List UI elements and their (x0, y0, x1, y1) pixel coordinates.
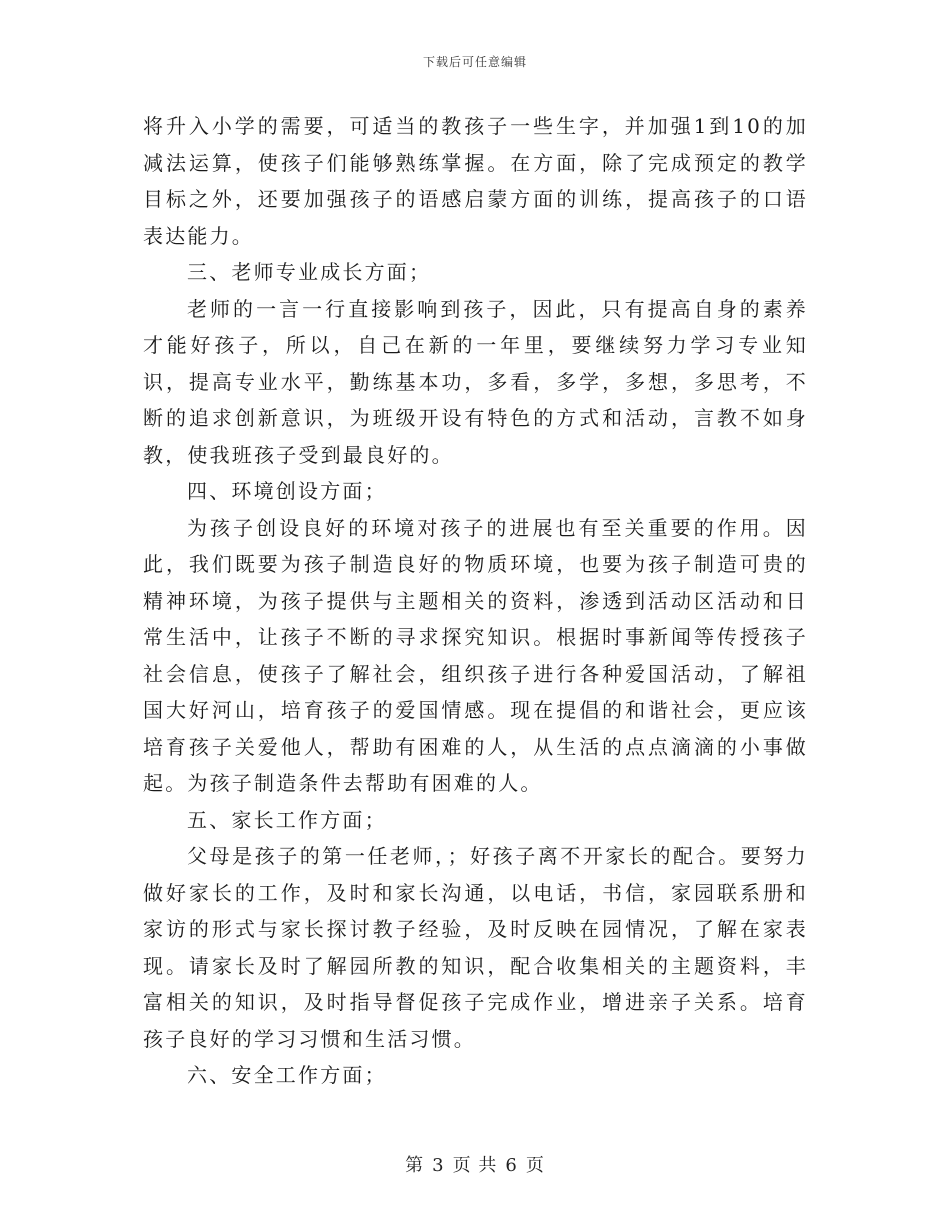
footer-page-number: 3 (432, 1155, 445, 1176)
footer-suffix: 页 (525, 1155, 545, 1176)
page-footer (0, 1151, 950, 1177)
footer-middle: 页 共 (452, 1155, 498, 1176)
footer-total-pages: 6 (505, 1155, 518, 1176)
section-heading-parents: 五、家长工作方面； (187, 807, 387, 832)
paragraph-teacher-growth: 老师的一言一行直接影响到孩子，因此，只有提高自身的素养才能好孩子，所以，自己在新的一年里，要继续努力学习专业知识，提高专业水平，勤练基本功，多看，多学，多想，多思考，不断的追求创新意识，为班级开设有特色的方式和活动，言教不如身教，使我班孩子受到最良好的。 (143, 296, 808, 467)
section-heading-environment: 四、环境创设方面； (187, 479, 387, 503)
paragraph-parents: 父母是孩子的第一任老师，；好孩子离不开家长的配合。要努力做好家长的工作，及时和家长沟通，以电话，书信，家园联系册和家访的形式与家长探讨教子经验，及时反映在园情况，了解在家表现。请家长及时了解园所教的知识，配合收集相关的主题资料，丰富相关的知识，及时指导督促孩子完成作业，增进亲子关系。培育孩子良好的学习习惯和生活习惯。 (143, 844, 808, 1051)
paragraph-environment: 为孩子创设良好的环境对孩子的进展也有至关重要的作用。因此，我们既要为孩子制造良好的物质环境，也要为孩子制造可贵的精神环境，为孩子提供与主题相关的资料，渗透到活动区活动和日常生活中，让孩子不断的寻求探究知识。根据时事新闻等传授孩子社会信息，使孩子了解社会，组织孩子进行各种爱国活动，了解祖国大好河山，培育孩子的爱国情感。现在提倡的和谐社会，更应该培育孩子关爱他人，帮助有困难的人，从生活的点点滴滴的小事做起。为孩子制造条件去帮助有困难的人。 (143, 515, 808, 795)
footer-prefix: 第 (405, 1155, 425, 1176)
paragraph-continued: 将升入小学的需要，可适当的教孩子一些生字，并加强1到10的加减法运算，使孩子们能够熟练掌握。在方面，除了完成预定的教学目标之外，还要加强孩子的语感启蒙方面的训练，提高孩子的口语表达能力。 (143, 114, 808, 248)
document-body (143, 108, 808, 1094)
page-header: 下载后可任意编辑 (422, 55, 527, 69)
section-heading-teacher-growth: 三、老师专业成长方面； (187, 260, 432, 284)
section-heading-safety: 六、安全工作方面； (187, 1063, 387, 1087)
